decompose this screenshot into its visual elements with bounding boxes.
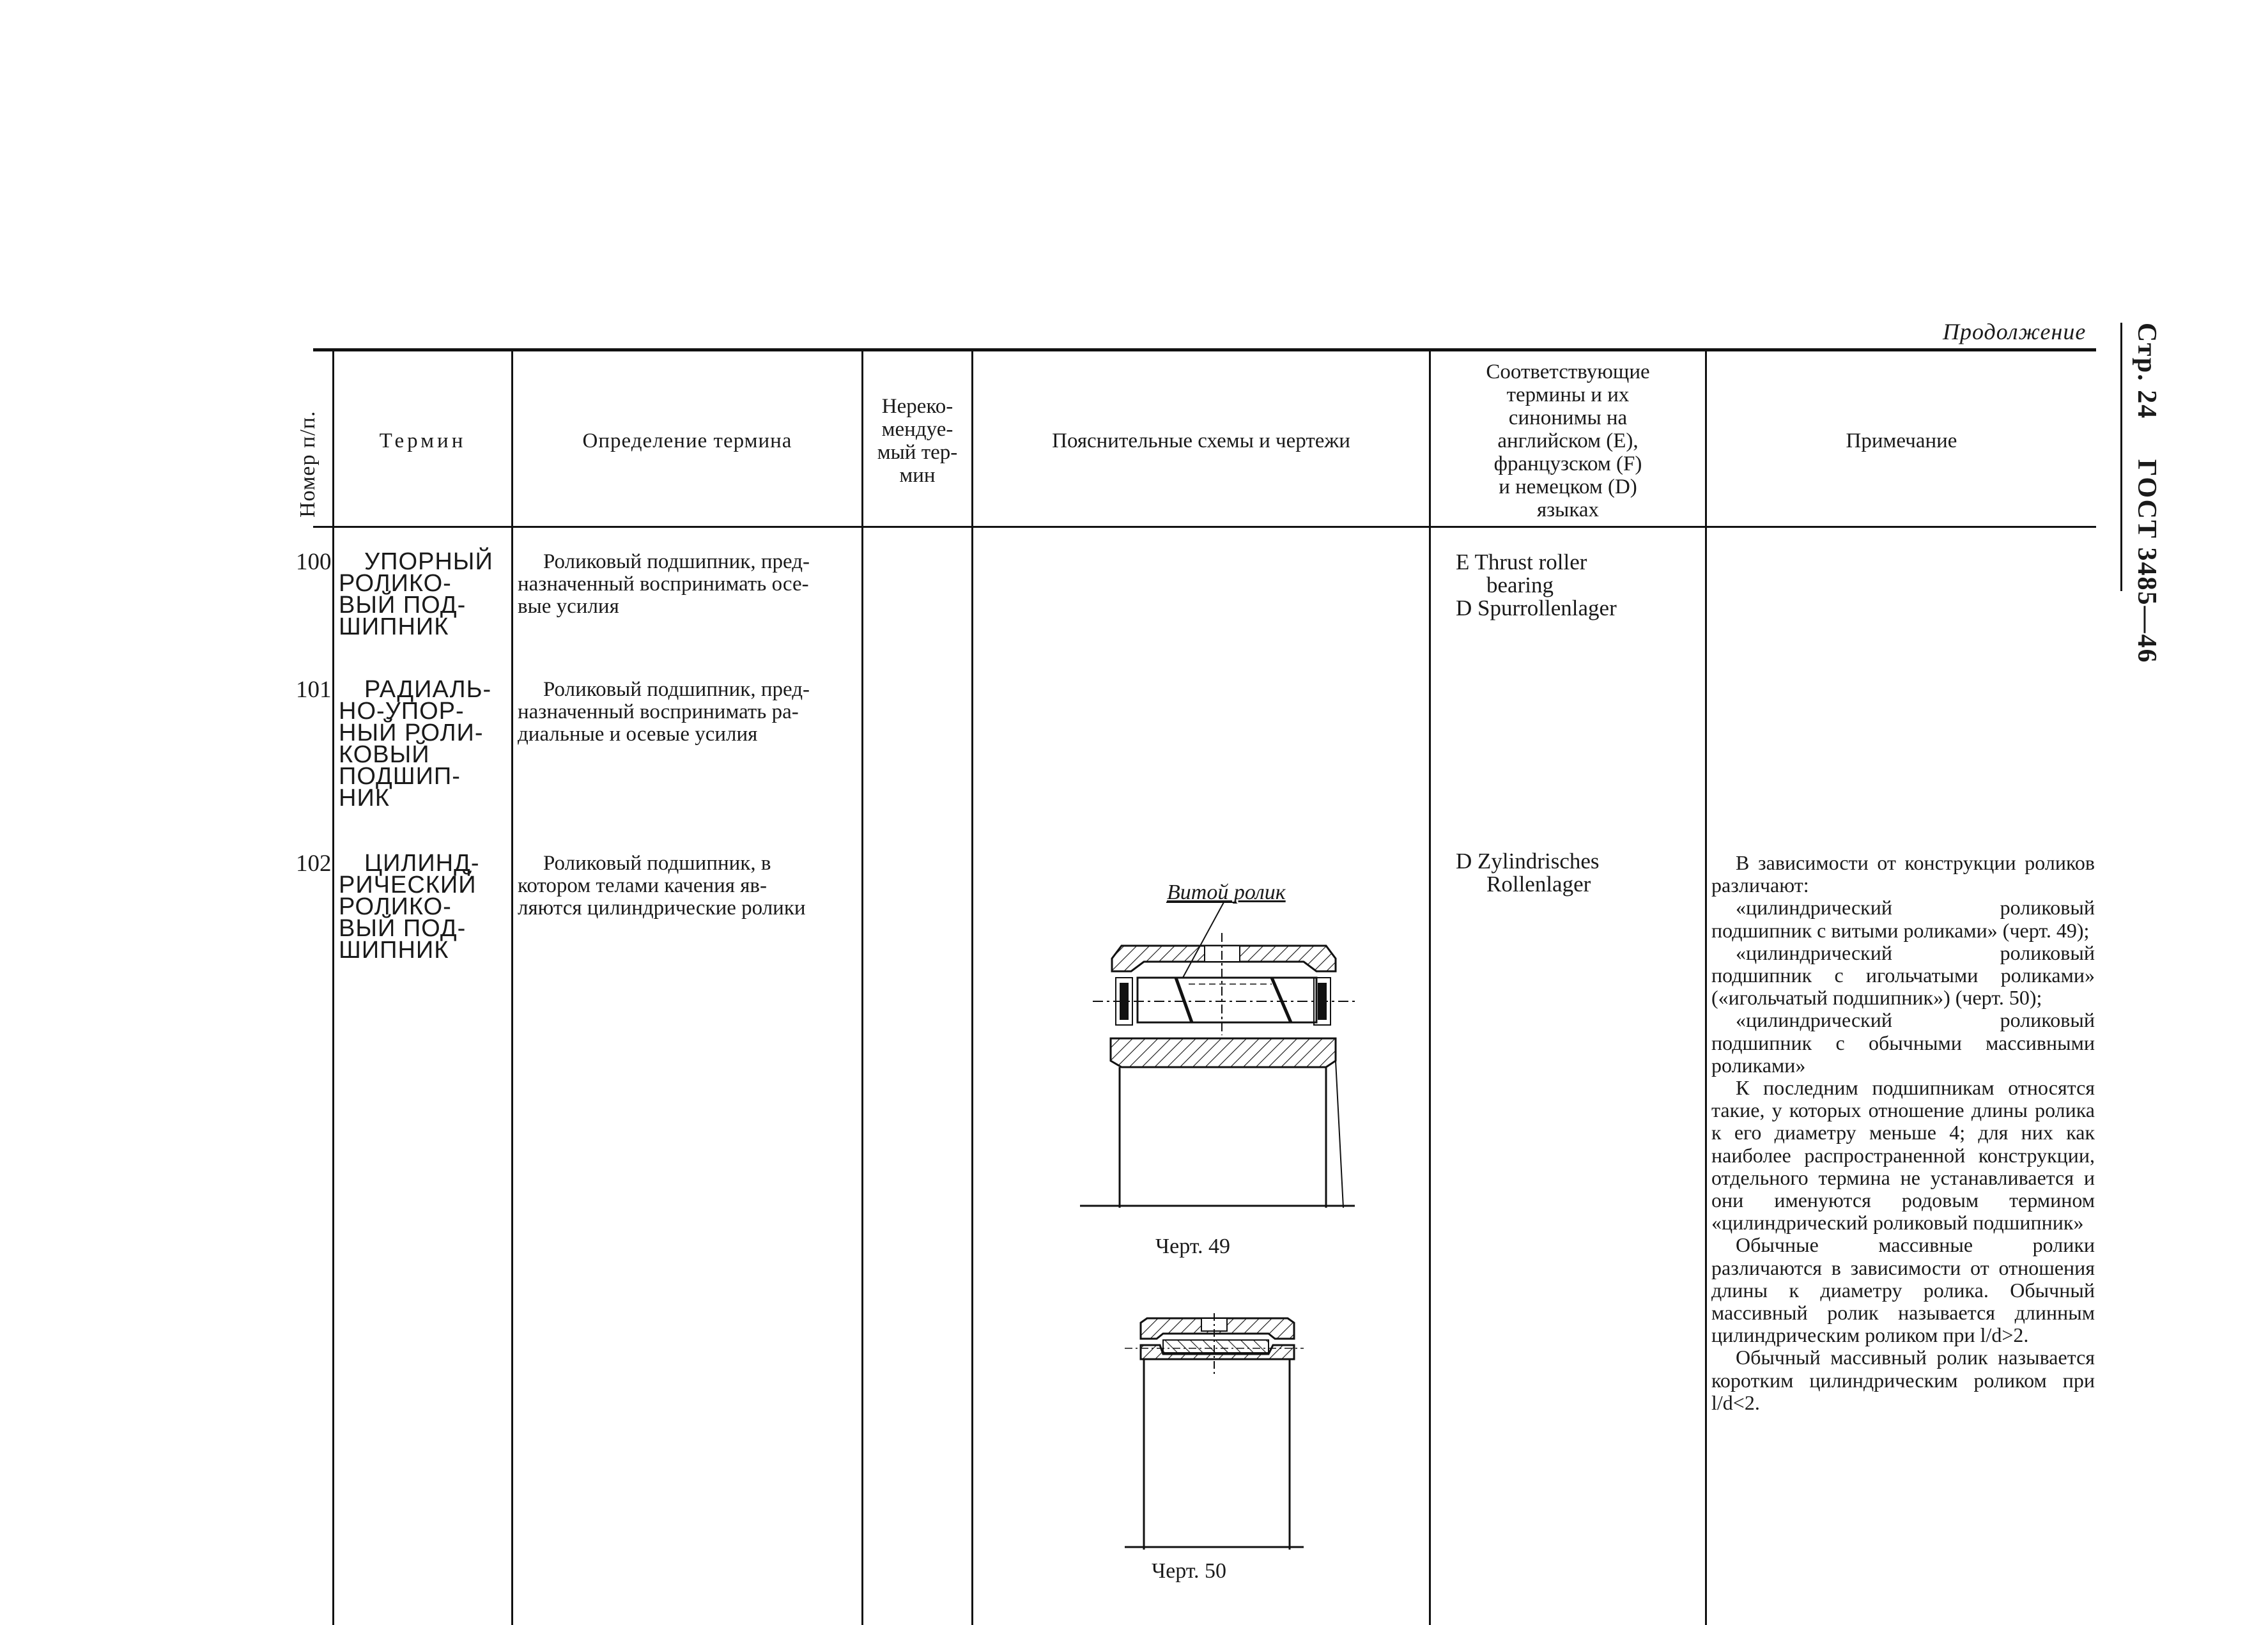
row-102-note: [1711, 852, 2095, 1414]
side-header-rule: [2120, 323, 2122, 591]
row-100-number: 100: [296, 549, 332, 575]
row-100-definition: Роликовый подшипник, пред- назначенный воспринимать осе- вые усилия: [518, 550, 810, 618]
note-paragraph: Обычный массивный ролик называется коротким цилиндрическим роликом при l/d<2.: [1711, 1346, 2095, 1414]
row-102-term: ЦИЛИНД- РИЧЕСКИЙ РОЛИКО- ВЫЙ ПОД- ШИПНИК: [339, 850, 480, 964]
note-paragraph: К последним подшипникам относятся такие, у которых отношение длины ролика к его диаметру меньше 4; для них как наиболее распространенной конструкции, отдельного термина не устанавливается и они именуются родовым термином «цилиндрический роликовый подшипник»: [1711, 1076, 2095, 1235]
standard-code: ГОСТ 3485—46: [2132, 459, 2161, 664]
figure-49-label: Витой ролик: [1167, 881, 1286, 904]
header-note: Примечание: [1846, 429, 1957, 452]
row-100-synonyms: E Thrust roller bearing D Spurrollenlager: [1456, 550, 1617, 620]
col-line-5: [1429, 350, 1431, 1625]
row-102-number: 102: [296, 851, 332, 877]
note-paragraph: «цилиндрический роликовый подшипник с обычными массивными роликами»: [1711, 1008, 2095, 1077]
col-line-4: [971, 350, 973, 1625]
row-100-term: УПОРНЫЙ РОЛИКО- ВЫЙ ПОД- ШИПНИК: [339, 548, 493, 640]
row-102-definition: Роликовый подшипник, в котором телами качения яв- ляются цилиндрические ролики: [518, 852, 806, 920]
row-101-number: 101: [296, 677, 332, 703]
col-line-6: [1705, 350, 1707, 1625]
col-line-3: [861, 350, 863, 1625]
continuation-label: Продолжение: [1943, 319, 2087, 344]
row-102-synonyms: D Zylindrisches Rollenlager: [1456, 849, 1600, 897]
table-top-rule: [313, 348, 2096, 351]
row-101-definition: Роликовый подшипник, пред- назначенный воспринимать ра- диальные и осевые усилия: [518, 678, 810, 746]
header-definition: Определение термина: [582, 429, 792, 452]
figure-49-drawing: [1080, 888, 1355, 1208]
col-line-2: [511, 350, 513, 1625]
col-line-1: [332, 350, 334, 1625]
note-paragraph: «цилиндрический роликовый подшипник с игольчатыми роликами» («игольчатый подшипник») (черт. 50);: [1711, 941, 2095, 1010]
note-paragraph: Обычные массивные ролики различаются в зависимости от отношения длины к диаметру ролика. Обычный массивный ролик называется длинным цилиндрическим роликом при l/d>2.: [1711, 1233, 2095, 1347]
header-term: Термин: [379, 429, 467, 452]
figure-50-drawing: [1125, 1313, 1304, 1550]
header-number: Номер п/п.: [296, 410, 320, 518]
header-schemes: Пояснительные схемы и чертежи: [1052, 429, 1350, 452]
page-number: Стр. 24: [2132, 323, 2161, 420]
figure-49-caption: Черт. 49: [1155, 1235, 1231, 1258]
row-101-term: РАДИАЛЬ- НО-УПОР- НЫЙ РОЛИ- КОВЫЙ ПОДШИП- НИК: [339, 676, 492, 812]
note-paragraph: В зависимости от конструкции роликов различают:: [1711, 851, 2095, 897]
figure-50-caption: Черт. 50: [1152, 1559, 1227, 1583]
page-side-header: [2131, 323, 2162, 663]
header-not-recommended: Нереко- мендуе- мый тер- мин: [877, 395, 958, 487]
note-paragraph: «цилиндрический роликовый подшипник с витыми роликами» (черт. 49);: [1711, 896, 2095, 942]
header-synonyms: Соответствующие термины и их синонимы на английском (E), французском (F) и немецком (D) языках: [1486, 360, 1650, 521]
